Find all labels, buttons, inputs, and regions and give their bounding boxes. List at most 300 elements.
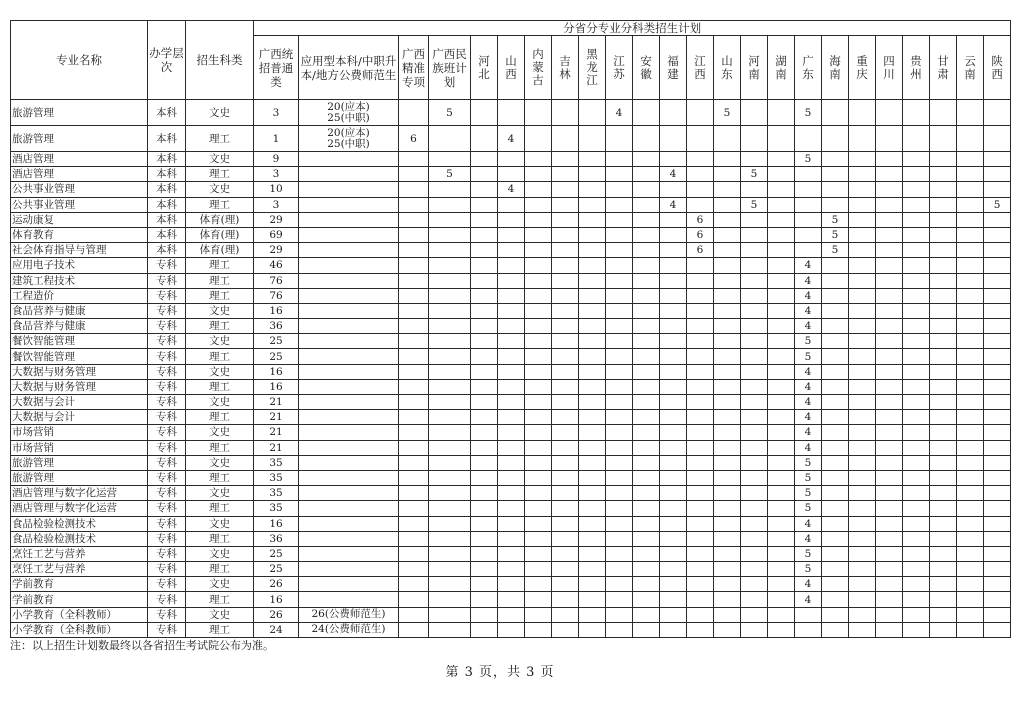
cell-major-name: 工程造价 bbox=[11, 288, 148, 303]
cell-province-count bbox=[552, 607, 579, 622]
cell-province-count bbox=[903, 182, 930, 197]
cell-province-count bbox=[795, 227, 822, 242]
cell-province-count bbox=[957, 440, 984, 455]
cell-province-count bbox=[741, 395, 768, 410]
cell-category: 理工 bbox=[186, 410, 254, 425]
cell-gx-general: 36 bbox=[254, 319, 299, 334]
cell-province-count bbox=[525, 273, 552, 288]
cell-province-count bbox=[957, 379, 984, 394]
cell-level: 本科 bbox=[148, 243, 186, 258]
cell-province-count bbox=[957, 577, 984, 592]
cell-province-count bbox=[579, 197, 606, 212]
cell-province-count bbox=[822, 470, 849, 485]
cell-province-count bbox=[633, 516, 660, 531]
cell-applied bbox=[299, 440, 399, 455]
cell-category: 体育(理) bbox=[186, 243, 254, 258]
cell-province-count bbox=[687, 470, 714, 485]
cell-ethnic bbox=[429, 516, 471, 531]
cell-province-count bbox=[525, 349, 552, 364]
cell-province-count bbox=[903, 395, 930, 410]
cell-province-count bbox=[768, 334, 795, 349]
cell-province-count bbox=[849, 100, 876, 126]
cell-province-count bbox=[579, 546, 606, 561]
cell-province-count bbox=[552, 100, 579, 126]
cell-province-count bbox=[714, 607, 741, 622]
cell-province-count bbox=[660, 258, 687, 273]
cell-province-count bbox=[849, 440, 876, 455]
cell-applied bbox=[299, 364, 399, 379]
cell-province-count bbox=[660, 126, 687, 152]
cell-province-count bbox=[930, 455, 957, 470]
cell-level: 专科 bbox=[148, 546, 186, 561]
cell-province-count bbox=[768, 592, 795, 607]
cell-province-count bbox=[795, 607, 822, 622]
cell-province-count bbox=[579, 349, 606, 364]
cell-province-count bbox=[741, 227, 768, 242]
cell-province-count bbox=[741, 425, 768, 440]
cell-level: 本科 bbox=[148, 167, 186, 182]
cell-province-count: 4 bbox=[498, 126, 525, 152]
cell-province-count bbox=[849, 531, 876, 546]
cell-province-count bbox=[876, 334, 903, 349]
table-row bbox=[11, 212, 1011, 227]
cell-precision bbox=[399, 152, 429, 167]
cell-precision bbox=[399, 349, 429, 364]
cell-province-count bbox=[579, 410, 606, 425]
cell-category: 文史 bbox=[186, 455, 254, 470]
cell-province-count bbox=[984, 243, 1011, 258]
cell-province-count: 4 bbox=[795, 531, 822, 546]
cell-gx-general: 26 bbox=[254, 607, 299, 622]
cell-category: 文史 bbox=[186, 334, 254, 349]
cell-province-count bbox=[741, 126, 768, 152]
cell-province-count bbox=[633, 258, 660, 273]
cell-province-count bbox=[552, 243, 579, 258]
cell-major-name: 食品营养与健康 bbox=[11, 303, 148, 318]
cell-province-count bbox=[822, 334, 849, 349]
cell-province-count: 4 bbox=[795, 410, 822, 425]
cell-province-count bbox=[984, 273, 1011, 288]
cell-gx-general: 35 bbox=[254, 501, 299, 516]
cell-level: 专科 bbox=[148, 622, 186, 637]
cell-ethnic bbox=[429, 440, 471, 455]
cell-province-count bbox=[660, 546, 687, 561]
cell-province-count bbox=[660, 486, 687, 501]
col-header-province: 重 庆 bbox=[849, 36, 876, 100]
cell-province-count bbox=[498, 607, 525, 622]
cell-province-count bbox=[471, 167, 498, 182]
cell-level: 专科 bbox=[148, 379, 186, 394]
cell-province-count bbox=[471, 425, 498, 440]
cell-precision bbox=[399, 243, 429, 258]
cell-province-count bbox=[579, 258, 606, 273]
cell-province-count bbox=[525, 227, 552, 242]
cell-province-count bbox=[822, 379, 849, 394]
cell-province-count bbox=[687, 334, 714, 349]
col-header-province: 江 西 bbox=[687, 36, 714, 100]
table-row bbox=[11, 126, 1011, 152]
cell-major-name: 酒店管理 bbox=[11, 167, 148, 182]
cell-ethnic bbox=[429, 410, 471, 425]
col-header-province: 海 南 bbox=[822, 36, 849, 100]
cell-province-count bbox=[687, 455, 714, 470]
cell-applied bbox=[299, 152, 399, 167]
cell-province-count bbox=[471, 501, 498, 516]
cell-province-count bbox=[525, 455, 552, 470]
cell-ethnic bbox=[429, 288, 471, 303]
cell-ethnic bbox=[429, 622, 471, 637]
cell-province-count bbox=[579, 243, 606, 258]
cell-province-count bbox=[660, 395, 687, 410]
cell-ethnic bbox=[429, 303, 471, 318]
cell-province-count: 6 bbox=[687, 227, 714, 242]
cell-province-count bbox=[876, 319, 903, 334]
cell-applied bbox=[299, 501, 399, 516]
cell-province-count bbox=[849, 592, 876, 607]
cell-province-count bbox=[822, 126, 849, 152]
cell-province-count bbox=[822, 303, 849, 318]
cell-province-count bbox=[579, 622, 606, 637]
table-row bbox=[11, 455, 1011, 470]
cell-province-count bbox=[930, 516, 957, 531]
cell-province-count bbox=[498, 243, 525, 258]
cell-province-count bbox=[930, 212, 957, 227]
cell-province-count bbox=[633, 395, 660, 410]
cell-province-count bbox=[498, 622, 525, 637]
cell-ethnic bbox=[429, 243, 471, 258]
cell-province-count bbox=[714, 592, 741, 607]
cell-province-count bbox=[525, 379, 552, 394]
cell-province-count bbox=[714, 273, 741, 288]
cell-province-count bbox=[903, 258, 930, 273]
cell-province-count bbox=[498, 577, 525, 592]
cell-category: 理工 bbox=[186, 319, 254, 334]
cell-province-count: 5 bbox=[741, 167, 768, 182]
cell-province-count: 4 bbox=[795, 592, 822, 607]
cell-precision bbox=[399, 440, 429, 455]
cell-province-count bbox=[471, 288, 498, 303]
cell-province-count bbox=[876, 486, 903, 501]
cell-province-count: 4 bbox=[795, 319, 822, 334]
cell-province-count bbox=[903, 227, 930, 242]
cell-gx-general: 16 bbox=[254, 364, 299, 379]
cell-province-count bbox=[525, 425, 552, 440]
cell-province-count bbox=[768, 273, 795, 288]
cell-province-count bbox=[687, 288, 714, 303]
cell-province-count bbox=[984, 607, 1011, 622]
cell-province-count bbox=[552, 455, 579, 470]
cell-major-name: 大数据与财务管理 bbox=[11, 364, 148, 379]
cell-province-count bbox=[795, 182, 822, 197]
cell-province-count bbox=[903, 425, 930, 440]
cell-province-count bbox=[741, 455, 768, 470]
cell-province-count: 5 bbox=[822, 227, 849, 242]
cell-province-count bbox=[984, 425, 1011, 440]
cell-province-count bbox=[660, 470, 687, 485]
cell-province-count bbox=[471, 516, 498, 531]
cell-province-count bbox=[822, 592, 849, 607]
cell-province-count bbox=[606, 622, 633, 637]
cell-category: 文史 bbox=[186, 182, 254, 197]
cell-province-count bbox=[606, 364, 633, 379]
cell-ethnic bbox=[429, 425, 471, 440]
cell-province-count bbox=[930, 258, 957, 273]
header-row-1 bbox=[11, 21, 1011, 36]
cell-gx-general: 21 bbox=[254, 425, 299, 440]
cell-category: 文史 bbox=[186, 364, 254, 379]
cell-precision bbox=[399, 182, 429, 197]
cell-gx-general: 3 bbox=[254, 100, 299, 126]
cell-province-count bbox=[552, 395, 579, 410]
cell-province-count bbox=[498, 470, 525, 485]
col-header-province: 河 南 bbox=[741, 36, 768, 100]
table-row bbox=[11, 258, 1011, 273]
table-row bbox=[11, 319, 1011, 334]
cell-province-count bbox=[903, 167, 930, 182]
cell-province-count bbox=[687, 258, 714, 273]
cell-province-count bbox=[849, 152, 876, 167]
cell-category: 理工 bbox=[186, 273, 254, 288]
cell-province-count bbox=[714, 288, 741, 303]
cell-major-name: 应用电子技术 bbox=[11, 258, 148, 273]
col-header-precision: 广西精准专项 bbox=[399, 36, 429, 100]
cell-province-count bbox=[606, 212, 633, 227]
cell-gx-general: 3 bbox=[254, 167, 299, 182]
cell-province-count bbox=[876, 303, 903, 318]
cell-applied bbox=[299, 349, 399, 364]
cell-province-count bbox=[957, 562, 984, 577]
cell-province-count bbox=[741, 379, 768, 394]
cell-province-count bbox=[768, 197, 795, 212]
cell-province-count bbox=[984, 227, 1011, 242]
cell-province-count bbox=[903, 486, 930, 501]
cell-province-count bbox=[741, 152, 768, 167]
cell-province-count bbox=[741, 182, 768, 197]
cell-province-count bbox=[984, 440, 1011, 455]
cell-province-count bbox=[552, 379, 579, 394]
table-row bbox=[11, 364, 1011, 379]
cell-province-count bbox=[525, 197, 552, 212]
cell-ethnic bbox=[429, 334, 471, 349]
cell-province-count bbox=[714, 212, 741, 227]
cell-province-count bbox=[903, 470, 930, 485]
cell-level: 本科 bbox=[148, 126, 186, 152]
cell-province-count bbox=[957, 470, 984, 485]
cell-province-count bbox=[579, 577, 606, 592]
cell-precision bbox=[399, 273, 429, 288]
cell-province-count bbox=[795, 197, 822, 212]
cell-province-count bbox=[795, 622, 822, 637]
cell-ethnic bbox=[429, 379, 471, 394]
cell-province-count bbox=[714, 152, 741, 167]
cell-province-count bbox=[660, 364, 687, 379]
cell-province-count bbox=[552, 577, 579, 592]
cell-province-count bbox=[552, 501, 579, 516]
cell-province-count bbox=[930, 440, 957, 455]
cell-province-count bbox=[498, 531, 525, 546]
cell-province-count bbox=[741, 577, 768, 592]
cell-province-count bbox=[660, 607, 687, 622]
cell-major-name: 旅游管理 bbox=[11, 126, 148, 152]
table-row bbox=[11, 425, 1011, 440]
cell-major-name: 市场营销 bbox=[11, 440, 148, 455]
cell-province-count bbox=[606, 470, 633, 485]
footnote: 注：以上招生计划数最终以各省招生考试院公布为准。 bbox=[10, 639, 274, 652]
cell-gx-general: 24 bbox=[254, 622, 299, 637]
cell-province-count bbox=[687, 273, 714, 288]
table-row bbox=[11, 562, 1011, 577]
cell-province-count bbox=[984, 501, 1011, 516]
cell-province-count bbox=[957, 100, 984, 126]
cell-province-count bbox=[876, 410, 903, 425]
cell-province-count bbox=[876, 425, 903, 440]
cell-province-count bbox=[498, 258, 525, 273]
table-body bbox=[11, 100, 1011, 638]
cell-province-count bbox=[633, 592, 660, 607]
cell-province-count bbox=[741, 440, 768, 455]
cell-applied bbox=[299, 303, 399, 318]
cell-ethnic bbox=[429, 152, 471, 167]
cell-province-count bbox=[714, 227, 741, 242]
cell-category: 文史 bbox=[186, 577, 254, 592]
cell-province-count bbox=[525, 440, 552, 455]
cell-level: 专科 bbox=[148, 592, 186, 607]
cell-province-count bbox=[633, 152, 660, 167]
cell-province-count bbox=[984, 622, 1011, 637]
cell-province-count bbox=[930, 243, 957, 258]
cell-province-count bbox=[930, 227, 957, 242]
cell-province-count bbox=[606, 410, 633, 425]
cell-precision bbox=[399, 607, 429, 622]
cell-province-count bbox=[606, 349, 633, 364]
cell-province-count bbox=[660, 592, 687, 607]
cell-province-count bbox=[714, 379, 741, 394]
cell-province-count bbox=[822, 364, 849, 379]
table-row bbox=[11, 577, 1011, 592]
cell-province-count bbox=[687, 395, 714, 410]
cell-gx-general: 29 bbox=[254, 243, 299, 258]
cell-province-count bbox=[849, 516, 876, 531]
cell-province-count bbox=[768, 126, 795, 152]
cell-province-count bbox=[849, 622, 876, 637]
table-row bbox=[11, 197, 1011, 212]
cell-province-count bbox=[849, 319, 876, 334]
cell-province-count bbox=[633, 607, 660, 622]
cell-province-count bbox=[849, 470, 876, 485]
cell-province-count bbox=[768, 531, 795, 546]
cell-province-count bbox=[525, 258, 552, 273]
cell-province-count bbox=[957, 126, 984, 152]
cell-ethnic bbox=[429, 227, 471, 242]
cell-province-count bbox=[984, 470, 1011, 485]
cell-province-count bbox=[903, 379, 930, 394]
cell-province-count bbox=[633, 470, 660, 485]
cell-province-count bbox=[579, 395, 606, 410]
cell-gx-general: 36 bbox=[254, 531, 299, 546]
cell-province-count bbox=[687, 516, 714, 531]
cell-province-count bbox=[849, 258, 876, 273]
cell-province-count bbox=[633, 227, 660, 242]
cell-applied bbox=[299, 546, 399, 561]
cell-province-count bbox=[849, 334, 876, 349]
cell-precision bbox=[399, 622, 429, 637]
cell-province-count bbox=[849, 410, 876, 425]
cell-ethnic bbox=[429, 531, 471, 546]
cell-ethnic bbox=[429, 258, 471, 273]
enrollment-plan-table bbox=[10, 20, 1011, 638]
cell-province-count bbox=[552, 273, 579, 288]
cell-precision bbox=[399, 531, 429, 546]
cell-level: 专科 bbox=[148, 334, 186, 349]
cell-province-count bbox=[714, 501, 741, 516]
cell-applied bbox=[299, 592, 399, 607]
cell-province-count bbox=[741, 364, 768, 379]
cell-precision bbox=[399, 364, 429, 379]
cell-province-count bbox=[849, 562, 876, 577]
cell-province-count bbox=[822, 607, 849, 622]
cell-gx-general: 25 bbox=[254, 546, 299, 561]
cell-province-count bbox=[687, 319, 714, 334]
cell-province-count: 5 bbox=[822, 243, 849, 258]
cell-province-count bbox=[876, 577, 903, 592]
cell-province-count bbox=[525, 562, 552, 577]
cell-province-count bbox=[525, 546, 552, 561]
cell-applied bbox=[299, 167, 399, 182]
cell-province-count bbox=[768, 470, 795, 485]
cell-applied bbox=[299, 273, 399, 288]
cell-province-count bbox=[741, 288, 768, 303]
cell-province-count bbox=[714, 425, 741, 440]
cell-province-count bbox=[849, 607, 876, 622]
cell-province-count bbox=[930, 126, 957, 152]
cell-province-count bbox=[876, 227, 903, 242]
cell-province-count bbox=[984, 334, 1011, 349]
cell-category: 理工 bbox=[186, 531, 254, 546]
cell-ethnic bbox=[429, 273, 471, 288]
cell-province-count bbox=[471, 379, 498, 394]
cell-province-count bbox=[768, 212, 795, 227]
cell-province-count: 5 bbox=[795, 470, 822, 485]
cell-level: 专科 bbox=[148, 562, 186, 577]
cell-province-count bbox=[849, 501, 876, 516]
cell-province-count bbox=[714, 546, 741, 561]
cell-province-count bbox=[984, 288, 1011, 303]
cell-province-count bbox=[579, 501, 606, 516]
cell-gx-general: 69 bbox=[254, 227, 299, 242]
cell-province-count bbox=[660, 455, 687, 470]
cell-province-count bbox=[930, 303, 957, 318]
cell-level: 专科 bbox=[148, 486, 186, 501]
cell-province-count bbox=[579, 562, 606, 577]
cell-province-count bbox=[498, 334, 525, 349]
cell-province-count bbox=[768, 288, 795, 303]
cell-province-count: 5 bbox=[795, 152, 822, 167]
cell-category: 理工 bbox=[186, 126, 254, 152]
cell-province-count bbox=[687, 167, 714, 182]
cell-province-count bbox=[552, 126, 579, 152]
cell-applied bbox=[299, 395, 399, 410]
cell-province-count bbox=[687, 607, 714, 622]
table-row bbox=[11, 546, 1011, 561]
cell-province-count bbox=[903, 455, 930, 470]
cell-level: 专科 bbox=[148, 531, 186, 546]
cell-province-count bbox=[957, 273, 984, 288]
cell-province-count bbox=[984, 100, 1011, 126]
cell-province-count bbox=[822, 516, 849, 531]
cell-province-count bbox=[741, 501, 768, 516]
cell-gx-general: 35 bbox=[254, 470, 299, 485]
cell-province-count bbox=[471, 607, 498, 622]
